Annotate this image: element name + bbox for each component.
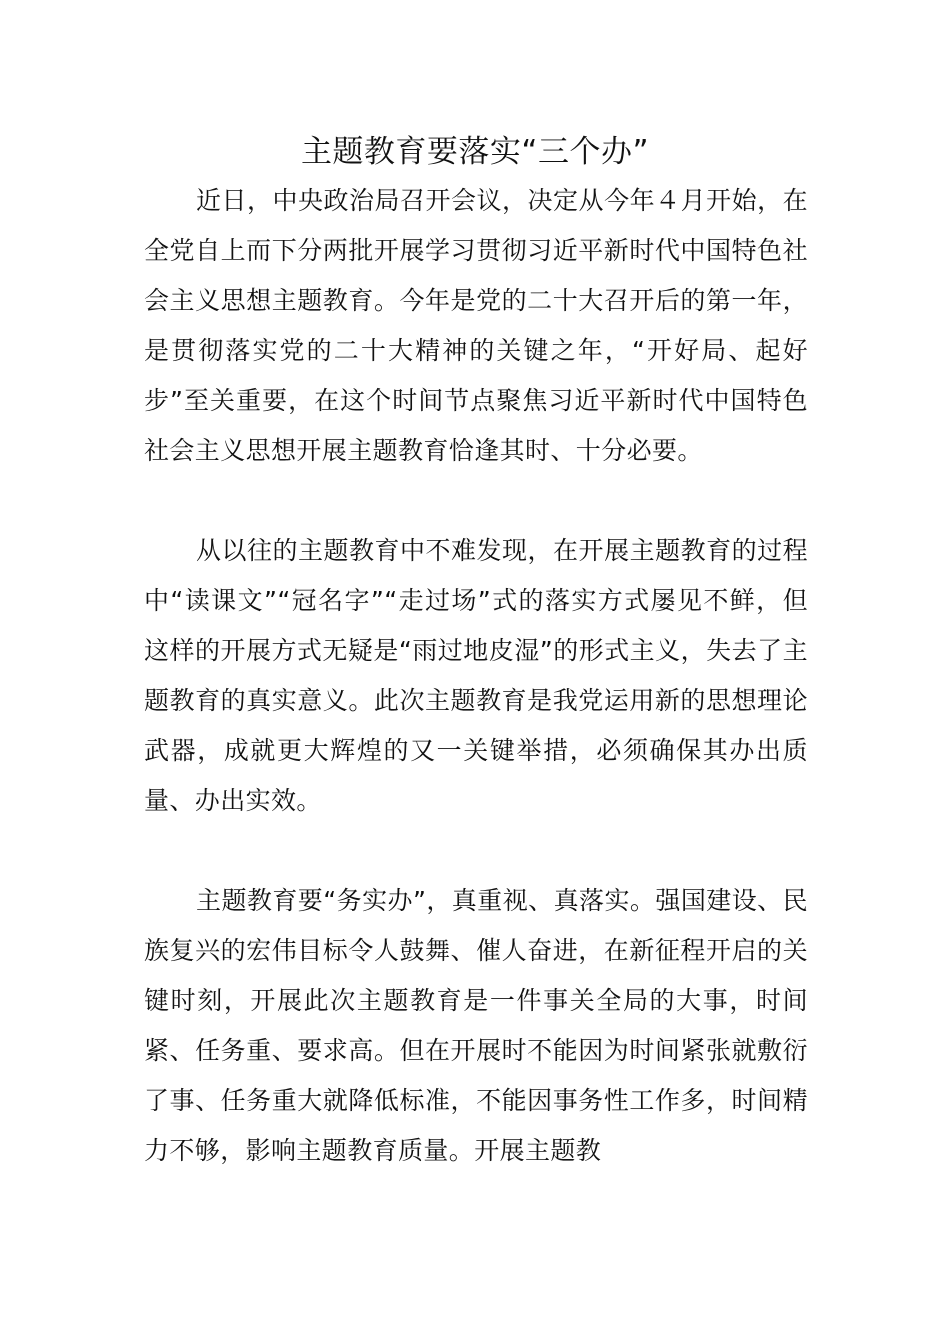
paragraph-3: 主题教育要“务实办”，真重视、真落实。强国建设、民族复兴的宏伟目标令人鼓舞、催人奋进，在新征程开启的关键时刻，开展此次主题教育是一件事关全局的大事，时间紧、任务重、要求高。但在开展时不能因为时间紧张就敷衍了事、任务重大就降低标准，不能因事务性工作多，时间精力不够，影响主题教育质量。开展主题教: [144, 886, 808, 1165]
paragraph-2: 从以往的主题教育中不难发现，在开展主题教育的过程中“读课文”“冠名字”“走过场”式的落实方式屡见不鲜，但这样的开展方式无疑是“雨过地皮湿”的形式主义，失去了主题教育的真实意义。此次主题教育是我党运用新的思想理论武器，成就更大辉煌的又一关键举措，必须确保其办出质量、办出实效。: [144, 536, 808, 815]
paragraph-1: 近日，中央政治局召开会议，决定从今年４月开始，在全党自上而下分两批开展学习贯彻习近平新时代中国特色社会主义思想主题教育。今年是党的二十大召开后的第一年，是贯彻落实党的二十大精神的关键之年，“开好局、起好步”至关重要，在这个时间节点聚焦习近平新时代中国特色社会主义思想开展主题教育恰逢其时、十分必要。: [144, 186, 808, 465]
document-title: 主题教育要落实“三个办”: [300, 134, 650, 170]
document-body: [144, 176, 808, 1176]
